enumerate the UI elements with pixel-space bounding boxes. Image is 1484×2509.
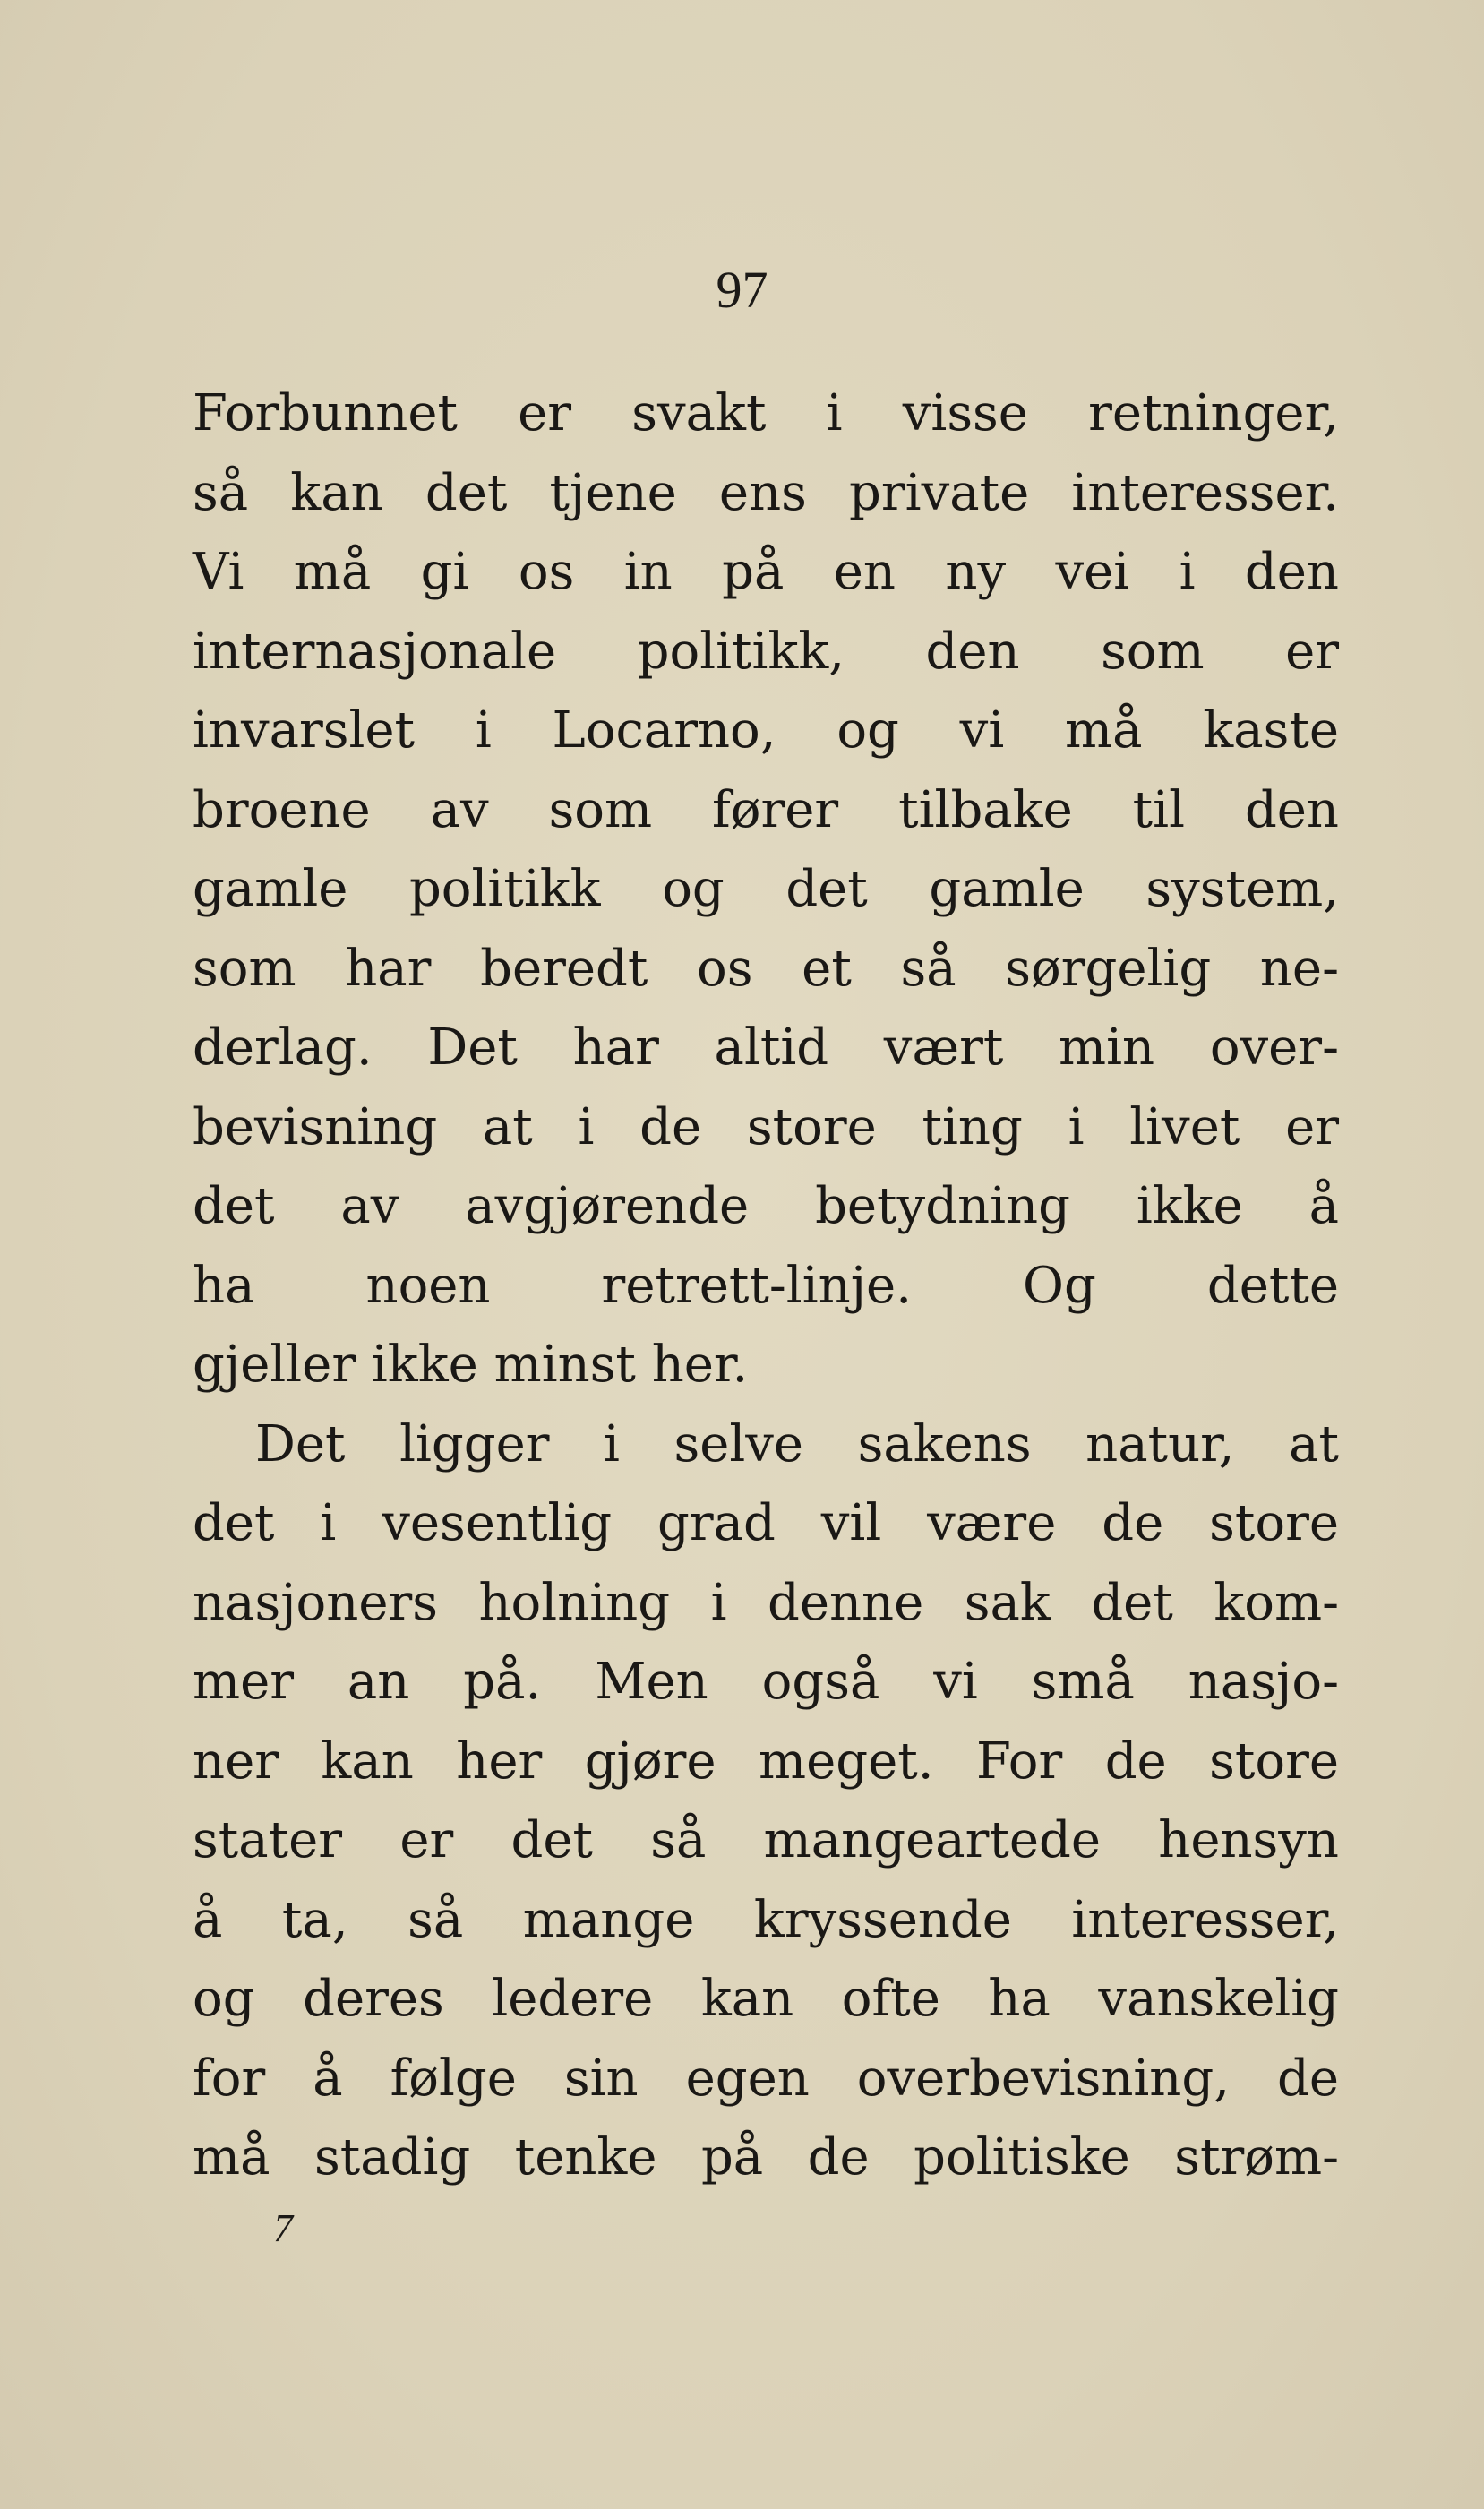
text-line: stater er det så mangeartede hensyn [193,1811,1339,1869]
text-line: nasjoners holning i denne sak det kom- [193,1573,1339,1632]
text-line: gjeller ikke minst her. [193,1336,749,1394]
text-line: å ta, så mange kryssende interesser, [193,1890,1339,1949]
text-line: Forbunnet er svakt i visse retninger, [193,384,1339,443]
text-line: og deres ledere kan ofte ha vanskelig [193,1970,1339,2028]
text-line: ner kan her gjøre meget. For de store [193,1731,1339,1791]
signature-mark: 7 [273,2206,293,2250]
text-line: broene av som fører tilbake til den [193,780,1339,839]
text-line: Vi må gi os in på en ny vei i den [193,543,1339,601]
text-line: derlag. Det har altid vært min over- [193,1018,1339,1077]
text-line: ha noen retrett-linje. Og dette [193,1256,1339,1315]
text-line: mer an på. Men også vi små nasjo- [193,1653,1339,1711]
page-number: 97 [716,261,768,319]
text-line: gamle politikk og det gamle system, [193,860,1339,918]
text-line: for å følge sin egen overbevisning, de [193,2049,1339,2108]
text-line: internasjonale politikk, den som er [193,622,1339,681]
text-line: bevisning at i de store ting i livet er [193,1097,1339,1156]
body-text [193,374,1339,2198]
text-line: Det ligger i selve sakens natur, at [255,1414,1339,1474]
text-line: så kan det tjene ens private interesser. [193,463,1339,522]
text-line: invarslet i Locarno, og vi må kaste [193,701,1339,760]
text-line: det av avgjørende betydning ikke å [193,1177,1339,1235]
text-line: må stadig tenke på de politiske strøm- [193,2128,1339,2187]
text-line: det i vesentlig grad vil være de store [193,1494,1339,1552]
text-line: som har beredt os et så sørgelig ne- [193,939,1339,998]
